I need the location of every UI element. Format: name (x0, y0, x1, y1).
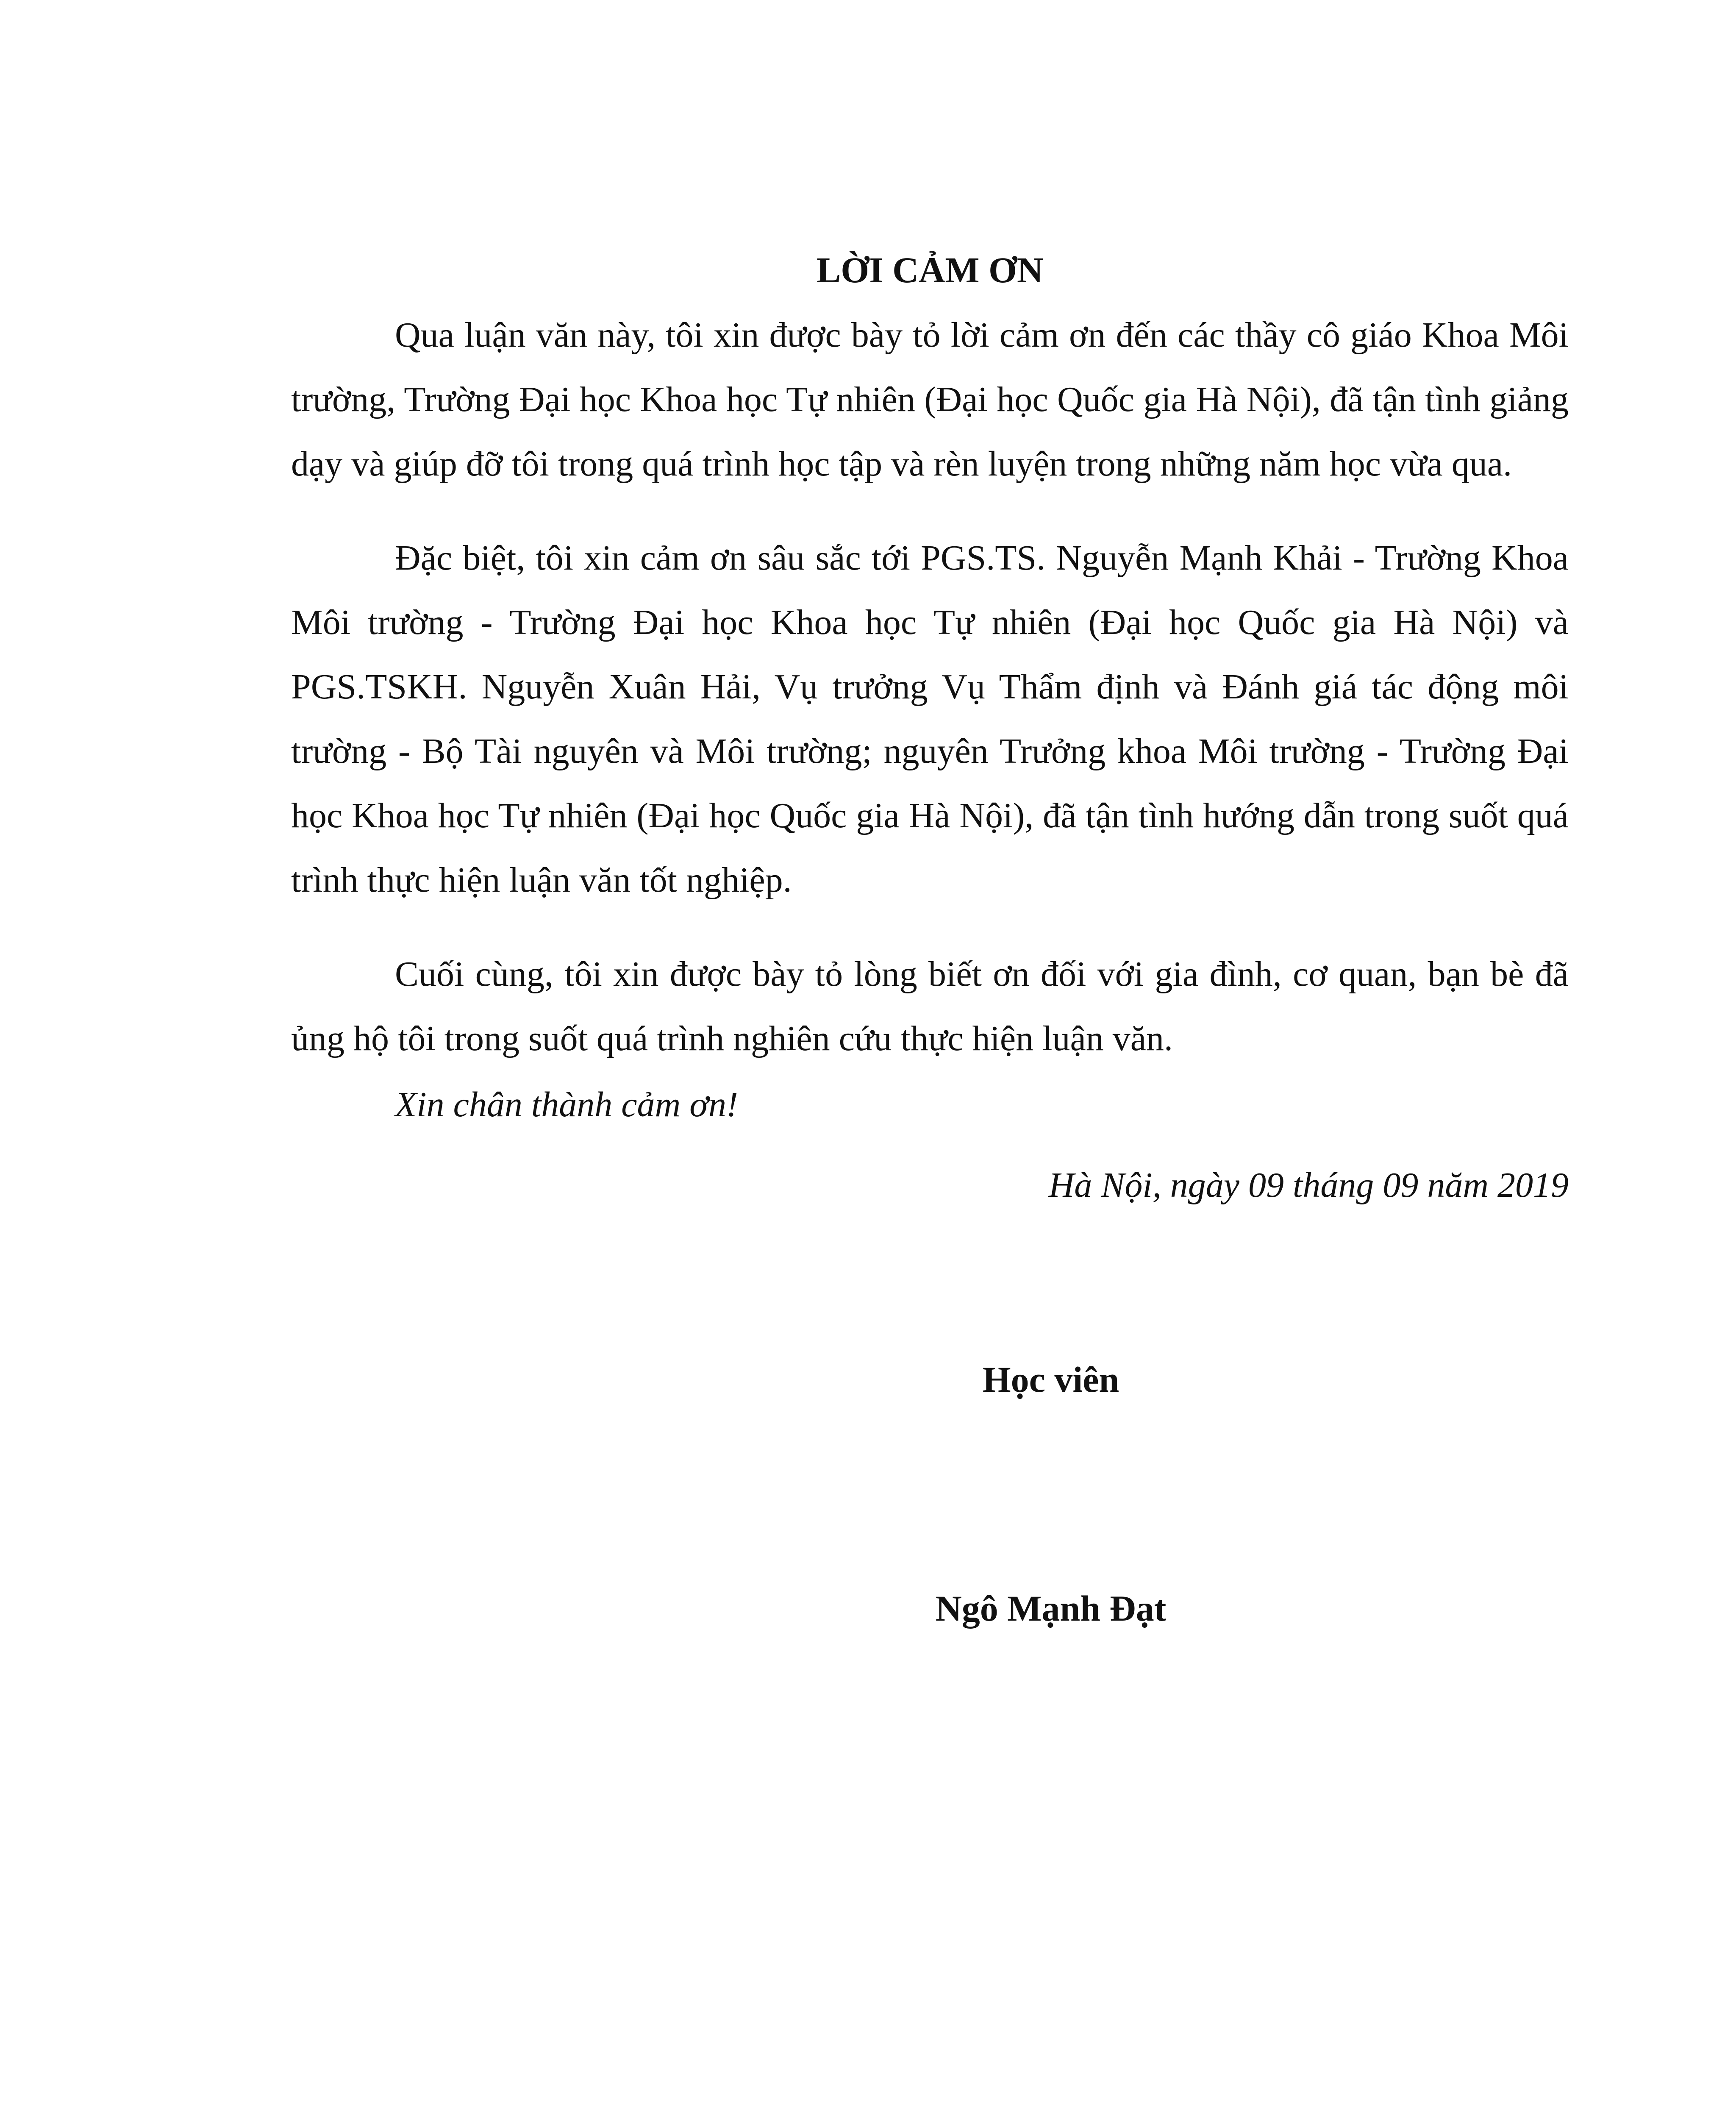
signer-role: Học viên (982, 1359, 1119, 1400)
signer-name: Ngô Mạnh Đạt (935, 1588, 1167, 1629)
paragraph-special-thanks: Đặc biệt, tôi xin cảm ơn sâu sắc tới PGS.TS. Nguyễn Mạnh Khải - Trường Khoa Môi trường - Trường Đại học Khoa học Tự nhiên (Đại học Quốc gia Hà Nội) và PGS.TSKH. Nguyễn Xuân Hải, Vụ trưởng Vụ Thẩm định và Đánh giá tác động môi trường - Bộ Tài nguyên và Môi trường; nguyên Trưởng khoa Môi trường - Trường Đại học Khoa học Tự nhiên (Đại học Quốc gia Hà Nội), đã tận tình hướng dẫn trong suốt quá trình thực hiện luận văn tốt nghiệp. (291, 538, 1569, 900)
document-body (291, 237, 1569, 1219)
closing-line: Xin chân thành cảm ơn! (395, 1085, 739, 1124)
paragraph-family-thanks: Cuối cùng, tôi xin được bày tỏ lòng biết ơn đối với gia đình, cơ quan, bạn bè đã ủng hộ tôi trong suốt quá trình nghiên cứu thực hiện luận văn. (291, 954, 1569, 1058)
date-line: Hà Nội, ngày 09 tháng 09 năm 2019 (1048, 1165, 1569, 1205)
paragraph-intro: Qua luận văn này, tôi xin được bày tỏ lời cảm ơn đến các thầy cô giáo Khoa Môi trường, Trường Đại học Khoa học Tự nhiên (Đại học Quốc gia Hà Nội), đã tận tình giảng dạy và giúp đỡ tôi trong quá trình học tập và rèn luyện trong những năm học vừa qua. (291, 315, 1569, 484)
document-title: LỜI CẢM ƠN (816, 250, 1044, 290)
